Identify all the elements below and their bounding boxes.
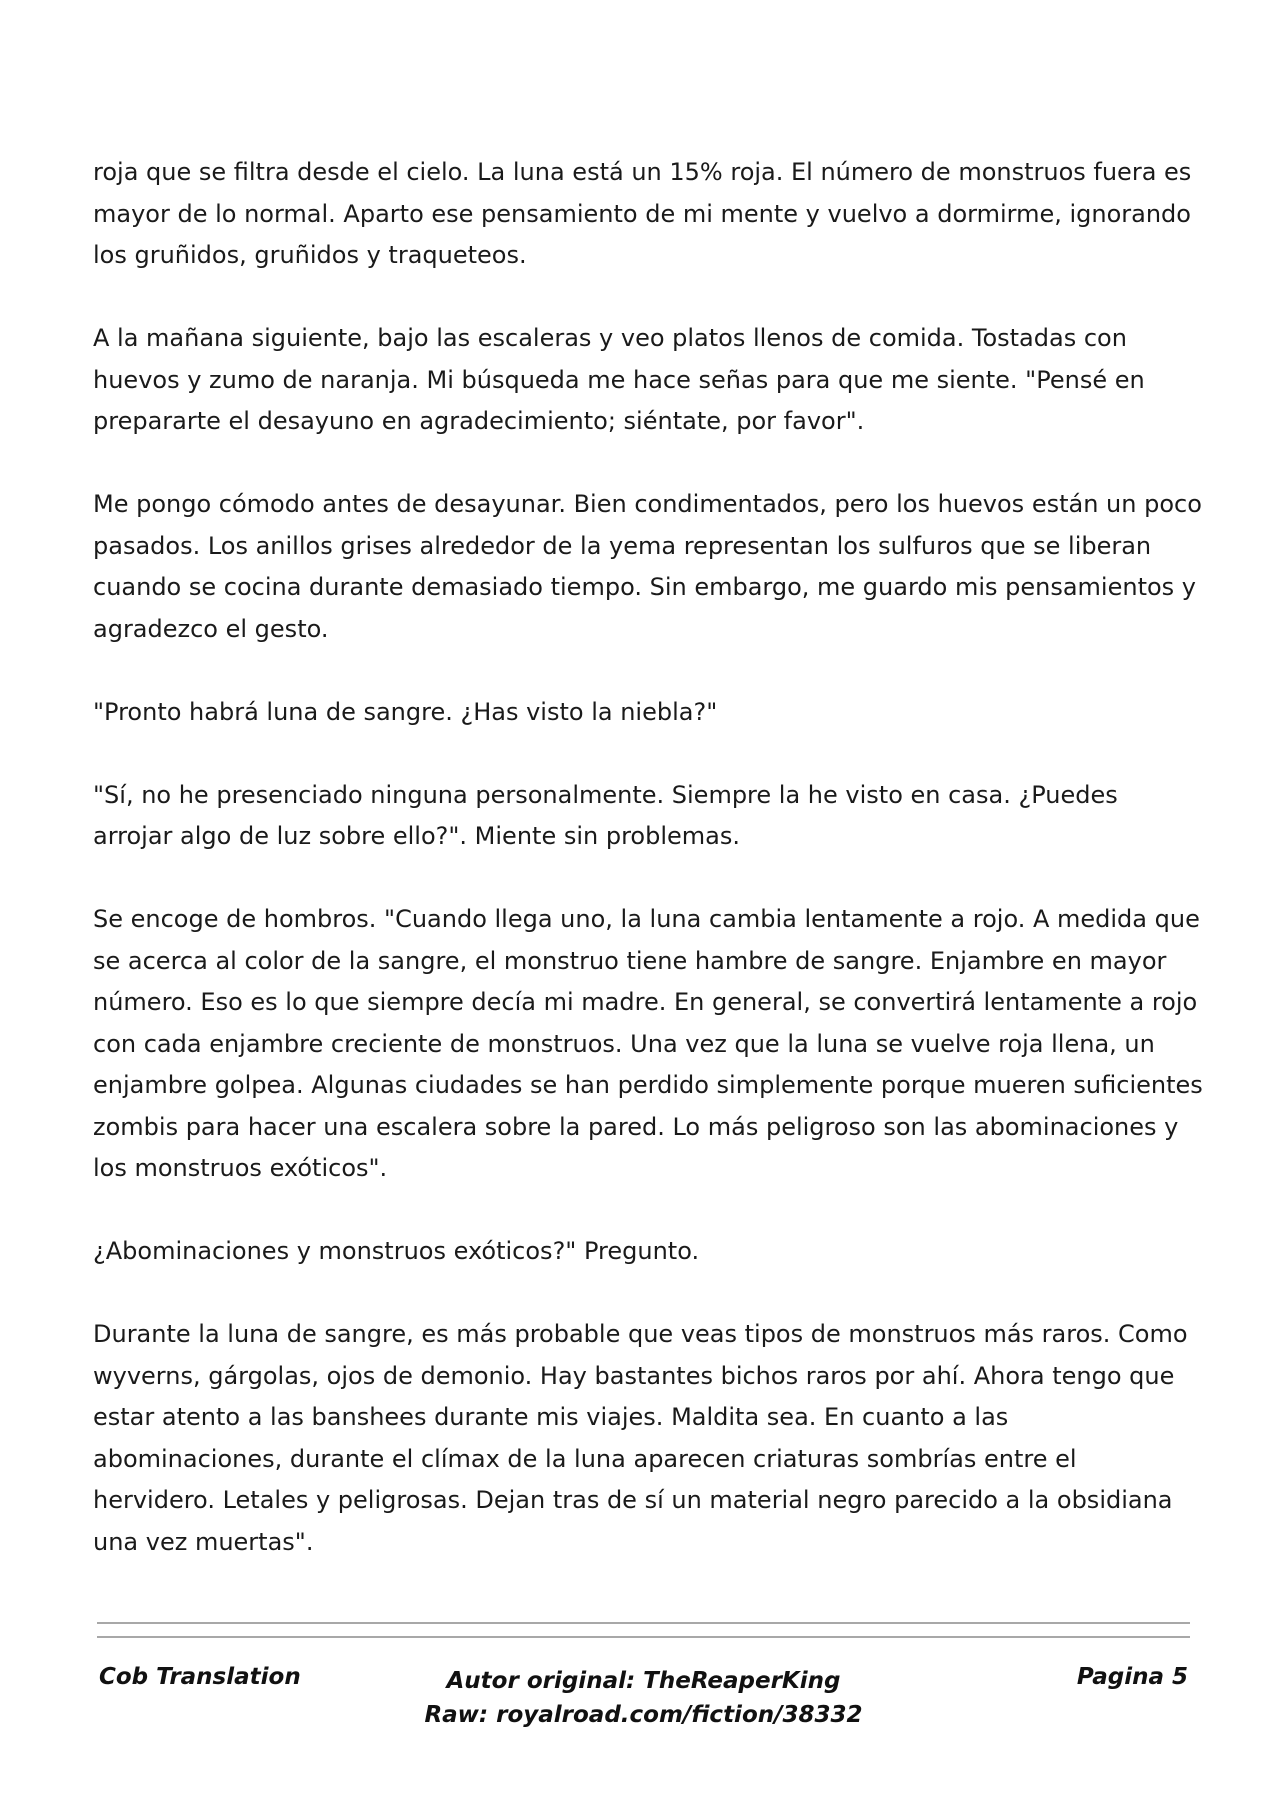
- footer-translator: Cob Translation: [99, 1664, 301, 1690]
- paragraph-4: "Pronto habrá luna de sangre. ¿Has visto la niebla?": [93, 697, 718, 726]
- paragraph-1: roja que se filtra desde el cielo. La luna está un 15% roja. El número de monstruos fuera es mayor de lo normal. Aparto ese pensamiento de mi mente y vuelvo a dormirme, ignorando los gruñidos, gruñidos y traqueteos.: [93, 158, 1192, 269]
- footer-raw-source: Raw: royalroad.com/fiction/38332: [424, 1702, 863, 1728]
- body-text: [93, 152, 1203, 1605]
- paragraph-6: Se encoge de hombros. "Cuando llega uno, la luna cambia lentamente a rojo. A medida que se acerca al color de la sangre, el monstruo tiene hambre de sangre. Enjambre en mayor número. Eso es lo que siempre decía mi madre. En general, se convertirá lentamente a rojo con cada enjambre creciente de monstruos. Una vez que la luna se vuelve roja llena, un enjambre golpea. Algunas ciudades se han perdido simplemente porque mueren suficientes zombis para hacer una escalera sobre la pared. Lo más peligroso son las abominaciones y los monstruos exóticos".: [93, 905, 1203, 1182]
- paragraph-7: ¿Abominaciones y monstruos exóticos?" Pregunto.: [93, 1237, 700, 1265]
- footer-page-number: Pagina 5: [1076, 1664, 1188, 1690]
- paragraph-2: A la mañana siguiente, bajo las escaleras y veo platos llenos de comida. Tostadas con huevos y zumo de naranja. Mi búsqueda me hace señas para que me siente. "Pensé en prepararte el desayuno en agradecimiento; siéntate, por favor".: [93, 324, 1145, 435]
- footer-credits: [97, 1664, 1190, 1732]
- footer-divider-bottom: [97, 1636, 1190, 1638]
- footer-divider-top: [97, 1622, 1190, 1624]
- paragraph-3: Me pongo cómodo antes de desayunar. Bien condimentados, pero los huevos están un poco pasados. Los anillos grises alrededor de la yema representan los sulfuros que se liberan cuando se cocina durante demasiado tiempo. Sin embargo, me guardo mis pensamientos y agradezco el gesto.: [93, 490, 1202, 643]
- footer-original-author: Autor original: TheReaperKing: [446, 1668, 841, 1694]
- paragraph-8: Durante la luna de sangre, es más probable que veas tipos de monstruos más raros. Como wyverns, gárgolas, ojos de demonio. Hay bastantes bichos raros por ahí. Ahora tengo que estar atento a las banshees durante mis viajes. Maldita sea. En cuanto a las abominaciones, durante el clímax de la luna aparecen criaturas sombrías entre el hervidero. Letales y peligrosas. Dejan tras de sí un material negro parecido a la obsidiana una vez muertas".: [93, 1320, 1188, 1556]
- paragraph-5: "Sí, no he presenciado ninguna personalmente. Siempre la he visto en casa. ¿Puedes arrojar algo de luz sobre ello?". Miente sin problemas.: [93, 780, 1118, 850]
